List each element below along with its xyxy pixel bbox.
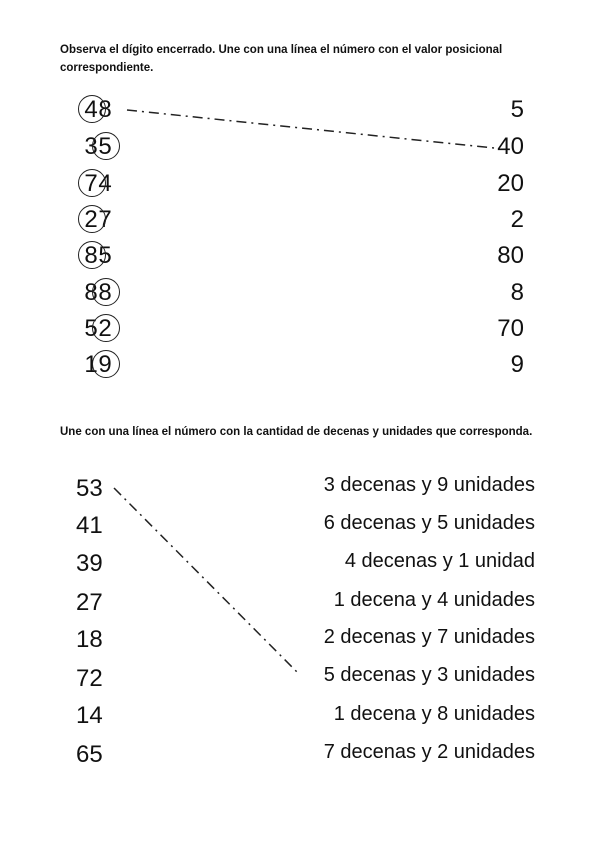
value-item[interactable]: 2 bbox=[510, 206, 524, 233]
number-item[interactable] bbox=[84, 351, 112, 379]
value-item[interactable]: 70 bbox=[497, 315, 524, 342]
digit: 8 bbox=[84, 279, 98, 306]
number-item[interactable] bbox=[84, 96, 112, 124]
circled-digit: 8 bbox=[98, 279, 112, 306]
number-2-item[interactable]: 72 bbox=[76, 665, 103, 692]
value-item[interactable]: 40 bbox=[497, 133, 524, 160]
number-2-item[interactable]: 41 bbox=[76, 512, 103, 539]
circled-digit: 2 bbox=[84, 206, 98, 233]
number-2-item[interactable]: 14 bbox=[76, 702, 103, 729]
circled-digit: 8 bbox=[84, 242, 98, 269]
digit: 4 bbox=[98, 170, 112, 197]
digit: 1 bbox=[84, 351, 98, 378]
phrase-item[interactable]: 5 decenas y 3 unidades bbox=[323, 664, 535, 686]
value-item[interactable]: 20 bbox=[497, 170, 524, 197]
circled-digit: 7 bbox=[84, 170, 98, 197]
value-item[interactable]: 8 bbox=[510, 279, 524, 306]
digit: 3 bbox=[84, 133, 98, 160]
number-item[interactable] bbox=[84, 242, 112, 270]
phrase-item[interactable]: 1 decena y 4 unidades bbox=[333, 589, 535, 611]
phrase-item[interactable]: 2 decenas y 7 unidades bbox=[323, 626, 535, 648]
phrase-item[interactable]: 7 decenas y 2 unidades bbox=[323, 741, 535, 763]
value-item[interactable]: 80 bbox=[497, 242, 524, 269]
digit: 7 bbox=[98, 206, 112, 233]
circled-digit: 2 bbox=[98, 315, 112, 342]
instruction-2: Une con una línea el número con la cantidad de decenas y unidades que corresponda. bbox=[60, 426, 533, 438]
example-line-2 bbox=[114, 488, 298, 673]
number-item[interactable] bbox=[84, 279, 112, 307]
digit: 8 bbox=[98, 96, 112, 123]
value-item[interactable]: 5 bbox=[510, 96, 524, 123]
number-2-item[interactable]: 27 bbox=[76, 589, 103, 616]
instruction-1: Observa el dígito encerrado. Une con una línea el número con el valor posicional correspondiente. bbox=[60, 44, 503, 74]
digit: 5 bbox=[84, 315, 98, 342]
circled-digit: 9 bbox=[98, 351, 112, 378]
digit: 5 bbox=[98, 242, 112, 269]
phrase-item[interactable]: 4 decenas y 1 unidad bbox=[344, 550, 535, 572]
number-2-item[interactable]: 18 bbox=[76, 626, 103, 653]
number-item[interactable] bbox=[84, 206, 112, 234]
example-line-1 bbox=[127, 110, 494, 148]
phrase-item[interactable]: 6 decenas y 5 unidades bbox=[323, 512, 535, 534]
phrase-item[interactable]: 1 decena y 8 unidades bbox=[333, 703, 535, 725]
number-2-item[interactable]: 39 bbox=[76, 550, 103, 577]
number-2-item[interactable]: 65 bbox=[76, 741, 103, 768]
value-item[interactable]: 9 bbox=[510, 351, 524, 378]
number-item[interactable] bbox=[84, 133, 112, 161]
circled-digit: 4 bbox=[84, 96, 98, 123]
phrase-item[interactable]: 3 decenas y 9 unidades bbox=[323, 474, 535, 496]
number-item[interactable] bbox=[84, 315, 112, 343]
number-2-item[interactable]: 53 bbox=[76, 475, 103, 502]
number-item[interactable] bbox=[84, 170, 112, 198]
circled-digit: 5 bbox=[98, 133, 112, 160]
